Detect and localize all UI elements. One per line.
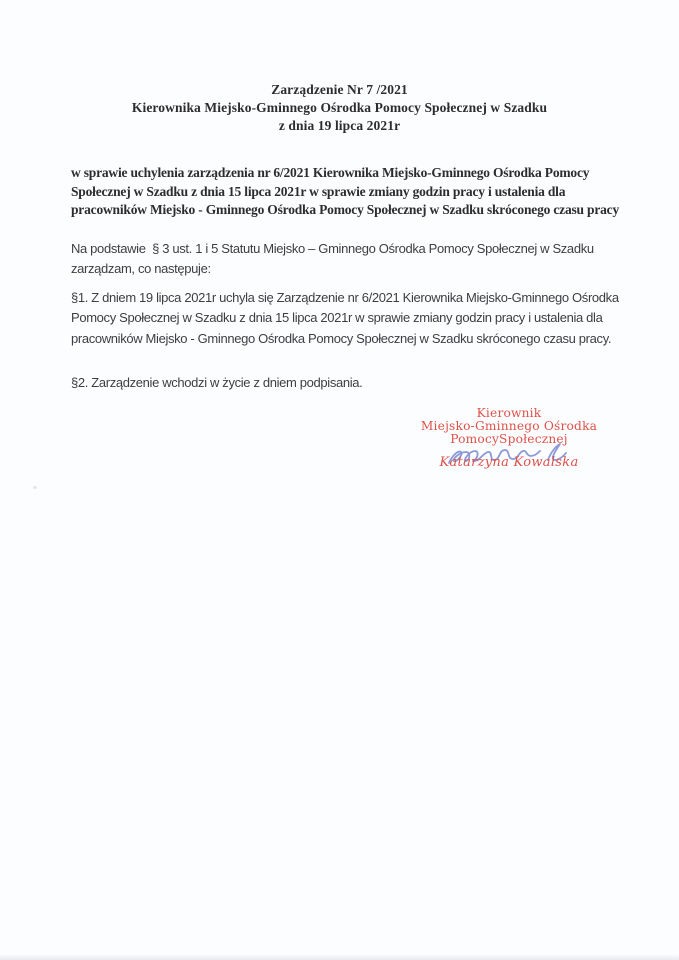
document-title-line2: Kierownika Miejsko-Gminnego Ośrodka Pomocy Społecznej w Szadku (131, 100, 548, 115)
stamp-signatory-name: Katarzyna Kowalska (439, 455, 579, 470)
legal-basis: Na podstawie § 3 ust. 1 i 5 Statutu Miejsko – Gminnego Ośrodka Pomocy Społecznej w Szadku zarządzam, co następuje: (71, 241, 597, 277)
document-title-line1: Zarządzenie Nr 7 /2021 (271, 82, 408, 97)
paragraph-2: §2. Zarządzenie wchodzi w życie z dniem podpisania. (71, 375, 363, 390)
subject-clause: w sprawie uchylenia zarządzenia nr 6/2021 Kierownika Miejsko-Gminnego Ośrodka Pomocy Społecznej w Szadku z dnia 15 lipca 2021r w sprawie zmiany godzin pracy i ustalenia dla pracowników Miejsko - Gminnego Ośrodka Pomocy Społecznej w Szadku skróconego czasu pracy (71, 165, 620, 218)
stamp-role-line1: Kierownik (476, 406, 542, 420)
stamp-role-line2: Miejsko-Gminnego Ośrodka (420, 419, 598, 434)
scan-speck-artifact (33, 486, 37, 489)
document-title-line3: z dnia 19 lipca 2021r (278, 118, 401, 133)
paragraph-1: §1. Z dniem 19 lipca 2021r uchyla się Zarządzenie nr 6/2021 Kierownika Miejsko-Gminnego Ośrodka Pomocy Społecznej w Szadku z dnia 15 lipca 2021r w sprawie zmiany godzin pracy i ustalenia dla pracowników Miejsko - Gminnego Ośrodka Pomocy Społecznej w Szadku skróconego czasu pracy. (71, 290, 622, 346)
stamp-role-line3: PomocySpołecznej (450, 432, 568, 447)
scan-edge-shadow (0, 954, 679, 960)
document-title (0, 81, 679, 135)
